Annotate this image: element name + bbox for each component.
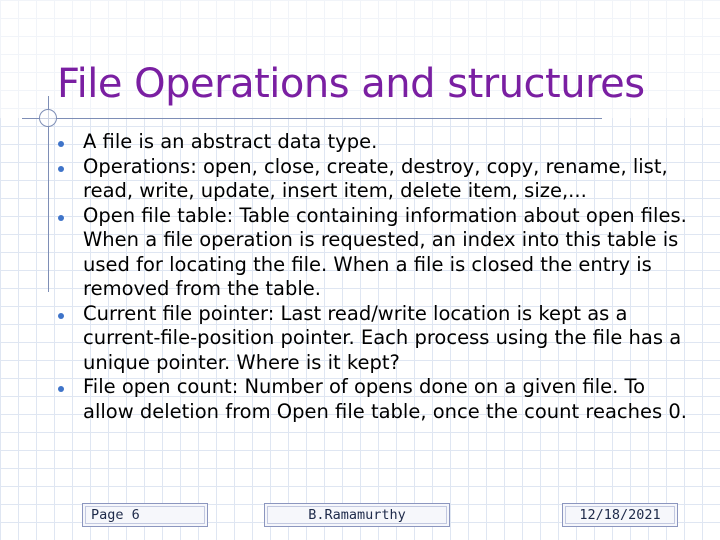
footer-date: 12/18/2021 [562,503,678,527]
bullet-list [56,130,696,424]
crosshair-icon [39,109,57,127]
title-underline [22,118,602,119]
bullet-text: Open file table: Table containing information about open files. When a file operation is requested, an index into this table is used for locating the file. When a file is closed the entry is removed from the table. [83,203,687,300]
bullet-text: File open count: Number of opens done on a given file. To allow deletion from Open file table, once the count reaches 0. [83,375,687,423]
bullet-text: A file is an abstract data type. [83,130,378,153]
footer-page-number: Page 6 [82,503,208,527]
bullet-dot-icon [58,141,64,147]
bullet-item [56,204,696,302]
slide-title: File Operations and structures [57,61,645,107]
bullet-dot-icon [58,313,64,319]
bullet-item [56,130,696,155]
bullet-text: Current file pointer: Last read/write location is kept as a current-file-position pointer. Each process using the file has a unique pointer. Where is it kept? [83,301,682,374]
bullet-item [56,302,696,376]
bullet-dot-icon [58,215,64,221]
bullet-text: Operations: open, close, create, destroy, copy, rename, list, read, write, update, insert item, delete item, size,... [83,154,668,202]
bullet-item [56,375,696,424]
bullet-dot-icon [58,386,64,392]
bullet-dot-icon [58,166,64,172]
bullet-item [56,155,696,204]
footer-author: B.Ramamurthy [264,503,450,527]
